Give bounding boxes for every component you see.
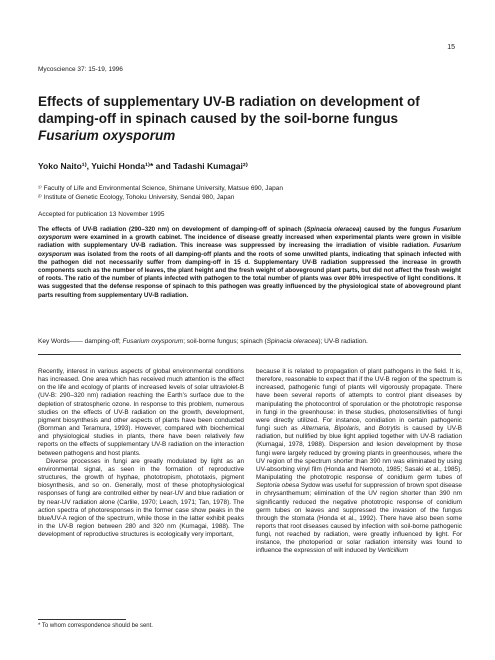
abstract-species-3: Fusarium oxysporum (38, 242, 461, 258)
affiliation-1: ¹⁾ Faculty of Life and Environmental Science, Shimane University, Matsue 690, Japan (38, 185, 283, 192)
abstract (38, 226, 461, 300)
affiliation-2: ²⁾ Institute of Genetic Ecology, Tohoku University, Sendai 980, Japan (38, 194, 235, 201)
abstract-text-2: ) caused by the fungus (359, 226, 434, 233)
body-text-3a: because it is related to propagation of plant pathogens in the field. It is, therefore, reasonable to expect that if the UV-B region of the spectrum is increased, pathogenic fungi of plants will vigorously propagate. There have been several reports of attempts to control plant diseases by manipulating the photocontrol of sporulation or the phototropic response in fungi in the greenhouse: in these studies, photosensitivities of fungi were directly utilized. For instance, conidiation in certain pathogenic fungi such as (256, 368, 462, 433)
section-divider (38, 354, 461, 355)
article-title (38, 93, 463, 144)
journal-citation: Mycoscience 37: 15-19, 1996 (38, 66, 123, 73)
right-column (256, 368, 462, 556)
accepted-date: Accepted for publication 13 November 1995 (38, 211, 165, 218)
body-paragraph-1: Recently, interest in various aspects of global environmental conditions has increased. One area which has received much attention is the effect on the life and ecology of plants of increased levels of solar ultraviolet-B (UV-B: 290–320 nm) radiation reaching the Earth’s surface due to the depletion of stratospheric ozone. In response to this problem, numerous studies on the effects of UV-B radiation on the growth, development, pigment biosynthesis and other aspects of plants have been conducted (Bornman and Teramura, 1993). However, compared with biochemical and physiological studies in plants, there have been relatively few reports on the effects of supplementary UV-B radiation on the interaction between pathogens and host plants. (38, 368, 244, 457)
keywords-species-2: Spinacia oleracea (266, 338, 319, 345)
body-paragraph-3 (256, 368, 462, 556)
body-text-3b: is caused by UV-B radiation, but nullified by blue light applied together with UV-B radiation (Kumagai, 1978, 1988). Dispersion and lesion development by those fungi were largely reduced by growing plants in greenhouses, where the UV region of the spectrum shorter than 390 nm was eliminated by using UV-absorbing vinyl film (Honda and Nemoto, 1985; Sasaki et al., 1985). Manipulating the phototropic response of conidium germ tubes of (256, 425, 462, 482)
keywords-text-2: ; soil-borne fungus; spinach ( (183, 338, 267, 345)
abstract-text-3: were examined in a growth cabinet. The incidence of disease greatly increased when experimental plants were grown in visible radiation with supplementary UV-B radiation. This increase was suppressed by increasing the irradiation of visible radiation. (38, 234, 461, 250)
body-paragraph-2: Diverse processes in fungi are greatly modulated by light as an environmental signal, as seen in the formation of reproductive structures, the growth of hyphae, phototropism, phototaxis, pigment biosynthesis, and so on. Generally, most of these photophysiological responses of fungi are controlled either by near-UV and blue radiation or by near-UV radiation alone (Carlile, 1970; Leach, 1971; Tan, 1978). The action spectra of photoresponses in the former case show peaks in the blue/UV-A region of the spectrum, while those in the latter exhibit peaks in the UV-B region between 280 and 320 nm (Kumagai, 1988). The development of reproductive structures is ecologically very important, (38, 457, 244, 539)
abstract-species-1: Spinacia oleracea (306, 226, 360, 233)
genus-alternaria: Alternaria (301, 425, 329, 433)
genus-verticillium: Verticillium (377, 547, 409, 555)
abstract-species-2: Fusarium oxysporum (38, 226, 462, 242)
species-septoria-obesa: Septoria obesa (256, 482, 300, 490)
title-line-2: damping-off in spinach caused by the soil-borne fungus (38, 111, 399, 126)
keywords-label: Key Words—— (38, 338, 83, 345)
body-text-3c: Sydow was useful for suppression of brown spot disease in chrysanthemum; elimination of the UV region shorter than 390 nm significantly reduced the negative phototropic response of conidium germ tubes on leaves and suppressed the invasion of the fungus through the stomata (Honda et al., 1992). There have also been some reports that root diseases caused by infection with soil-borne pathogenic fungi, not reached by radiation, were greatly influenced by light. For instance, the photoperiod or solar radiation intensity was found to influence the expression of wilt induced by (256, 482, 462, 555)
title-line-1: Effects of supplementary UV-B radiation on development of (38, 94, 420, 109)
title-species: Fusarium oxysporum (38, 128, 176, 143)
genus-botrytis: Botrytis (378, 425, 401, 433)
genus-bipolaris: Bipolaris (334, 425, 359, 433)
body-sep-1: , (328, 425, 335, 433)
affiliations (38, 184, 283, 202)
abstract-text-1: The effects of UV-B radiation (290–320 nm) on development of damping-off of spinach ( (38, 226, 307, 233)
page-number: 15 (447, 44, 455, 51)
keywords-species-1: Fusarium oxysporum (122, 338, 184, 345)
keywords-text-1: damping-off; (84, 338, 123, 345)
body-sep-2: , and (358, 425, 379, 433)
footnote: * To whom correspondence should be sent. (38, 623, 153, 629)
keywords-text-3: ); UV-B radiation. (318, 338, 368, 345)
left-column (38, 368, 244, 539)
keywords (38, 338, 461, 345)
authors: Yoko Naito¹⁾, Yuichi Honda¹⁾* and Tadashi Kumagai²⁾ (38, 161, 248, 171)
footnote-divider (38, 619, 126, 620)
abstract-text-4: was isolated from the roots of all damping-off plants and the roots of some unwilted plants, indicating that spinach infected with the pathogen did not necessarily suffer from damping-off in 15 d. Supplementary UV-B radiation suppressed the increase in growth components such as the number of leaves, the plant height and the fresh weight of aboveground plant parts, but did not affect the fresh weight of roots. The ratio of the number of plants infected with pathogen to the total number of plants was over 80% irrespective of light conditions. It was suggested that the defense response of spinach to this pathogen was greatly influenced by the physiological state of aboveground plant parts resulting from supplementary UV-B radiation. (38, 250, 461, 299)
